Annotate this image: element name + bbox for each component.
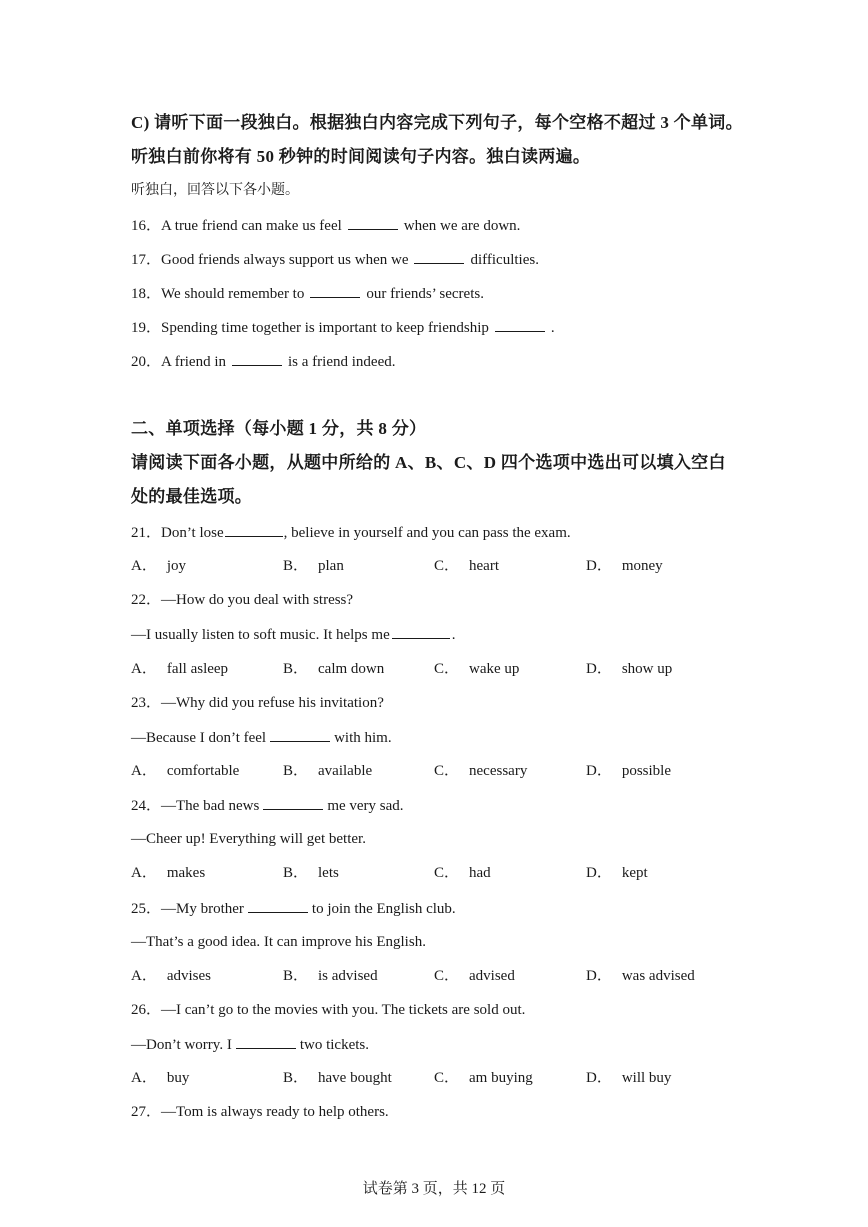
answer-blank[interactable] [348,215,398,230]
option-d[interactable]: D． money [586,558,663,574]
answer-blank[interactable] [414,249,464,264]
question-24-stem [131,795,404,816]
question-text-after: , believe in yourself and you can pass the exam. [283,525,571,541]
option-a[interactable]: A． comfortable [131,763,240,779]
answer-blank[interactable] [263,795,323,810]
option-c[interactable]: C． necessary [434,763,528,779]
option-a[interactable]: A． fall asleep [131,661,229,677]
item-number: 20． [131,354,162,370]
option-b[interactable]: B． is advised [283,968,378,984]
answer-blank[interactable] [270,727,330,742]
question-25-reply: —That’s a good idea. It can improve his English. [131,934,426,950]
item-text-after: difficulties. [470,252,539,268]
fill-item-18 [131,283,484,304]
option-d[interactable]: D． possible [586,763,672,779]
option-c[interactable]: C． heart [434,558,499,574]
item-number: 19． [131,320,162,336]
question-25-stem [131,898,456,919]
option-a[interactable]: A． advises [131,968,212,984]
question-27-stem: 27．—Tom is always ready to help others. [131,1104,389,1120]
option-c[interactable]: C． wake up [434,661,520,677]
item-text-after: . [550,320,555,336]
option-a[interactable]: A． joy [131,558,187,574]
answer-blank[interactable] [392,624,450,639]
item-text-before: Spending time together is important to keep friendship [161,320,489,336]
item-number: 16． [131,218,162,234]
reply-text-after: with him. [334,730,392,746]
question-text: 25．—My brother [131,901,244,917]
answer-blank[interactable] [495,317,545,332]
option-b[interactable]: B． lets [283,865,339,881]
option-c[interactable]: C． am buying [434,1070,533,1086]
option-d[interactable]: D． kept [586,865,648,881]
question-21-options [131,556,771,576]
page-footer: 试卷第 3 页，共 12 页 [362,1181,506,1197]
section-c-heading-line2: 听独白前你将有 50 秒钟的时间阅读句子内容。独白读两遍。 [131,147,591,166]
item-number: 18． [131,286,162,302]
option-d[interactable]: D． will buy [586,1070,672,1086]
option-c[interactable]: C． advised [434,968,515,984]
question-25-options [131,966,771,986]
answer-blank[interactable] [225,522,283,537]
item-text-before: A true friend can make us feel [161,218,342,234]
option-a[interactable]: A． makes [131,865,206,881]
option-a[interactable]: A． buy [131,1070,190,1086]
answer-blank[interactable] [236,1034,296,1049]
question-22-stem: 22．—How do you deal with stress? [131,592,354,608]
item-text-after: our friends’ secrets. [366,286,484,302]
question-text-after: to join the English club. [311,901,456,917]
item-number: 17． [131,252,162,268]
answer-blank[interactable] [232,351,282,366]
question-21-stem [131,522,571,543]
option-b[interactable]: B． calm down [283,661,385,677]
reply-text: —Don’t worry. I [131,1037,232,1053]
answer-blank[interactable] [310,283,360,298]
section-c-heading-line1: C) 请听下面一段独白。根据独白内容完成下列句子，每个空格不超过 3 个单词。 [131,113,743,132]
option-d[interactable]: D． was advised [586,968,695,984]
section-2-instruction-line1: 请阅读下面各小题，从题中所给的 A、B、C、D 四个选项中选出可以填入空白 [131,453,726,472]
answer-blank[interactable] [248,898,308,913]
item-text-after: is a friend indeed. [288,354,396,370]
question-22-options [131,659,771,679]
question-text-after: me very sad. [327,798,404,814]
question-22-reply [131,624,455,645]
question-text: 21．Don’t lose [131,525,224,541]
reply-text: —Because I don’t feel [131,730,267,746]
fill-item-20 [131,351,395,372]
section-c-instruction: 听独白，回答以下各小题。 [131,183,299,198]
reply-text: —I usually listen to soft music. It helps me [131,627,390,643]
option-d[interactable]: D． show up [586,661,673,677]
reply-text-after: . [451,627,456,643]
question-23-options [131,761,771,781]
item-text-before: Good friends always support us when we [161,252,409,268]
section-2-instruction-line2: 处的最佳选项。 [131,487,253,506]
question-23-reply [131,727,392,748]
fill-item-16 [131,215,520,236]
option-b[interactable]: B． have bought [283,1070,392,1086]
option-b[interactable]: B． plan [283,558,344,574]
option-b[interactable]: B． available [283,763,373,779]
question-23-stem: 23．—Why did you refuse his invitation? [131,695,384,711]
question-24-reply: —Cheer up! Everything will get better. [131,831,366,847]
question-text: 24．—The bad news [131,798,260,814]
reply-text-after: two tickets. [299,1037,369,1053]
question-24-options [131,863,771,883]
fill-item-19 [131,317,555,338]
item-text-before: A friend in [161,354,227,370]
question-26-stem: 26．—I can’t go to the movies with you. The tickets are sold out. [131,1002,526,1018]
fill-item-17 [131,249,539,270]
question-26-options [131,1068,771,1088]
item-text-before: We should remember to [161,286,305,302]
question-26-reply [131,1034,369,1055]
option-c[interactable]: C． had [434,865,491,881]
item-text-after: when we are down. [403,218,521,234]
section-2-title: 二、单项选择（每小题 1 分，共 8 分） [131,419,427,438]
